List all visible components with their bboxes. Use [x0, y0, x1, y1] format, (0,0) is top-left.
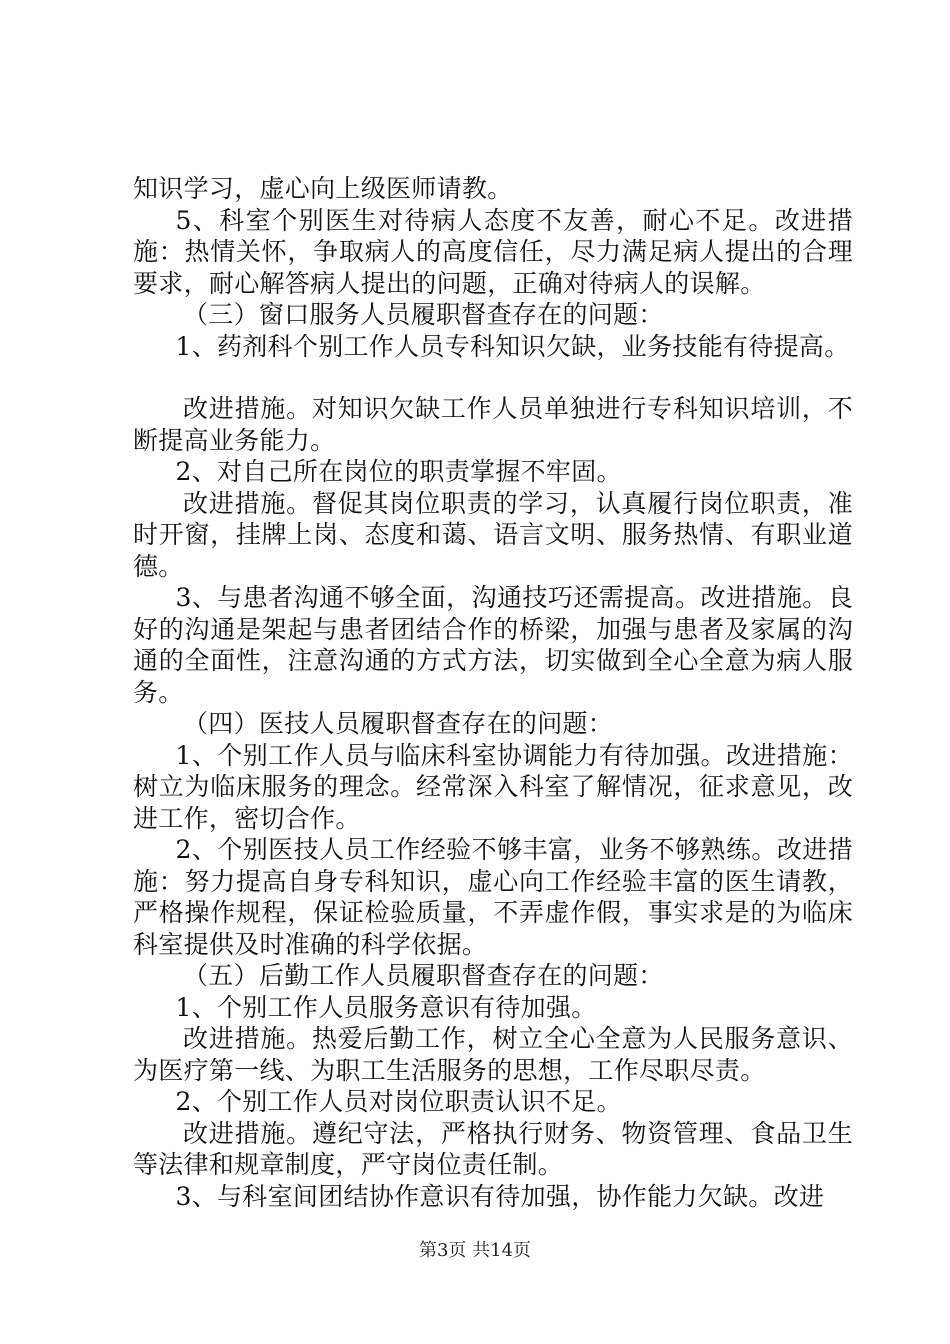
paragraph: 5、科室个别医生对待病人态度不友善，耐心不足。改进措施：热情关怀，争取病人的高度信任，尽力满足病人提出的合理要求，耐心解答病人提出的问题，正确对待病人的误解。: [133, 205, 853, 298]
section-heading: （四）医技人员履职督查存在的问题：: [183, 709, 614, 738]
section-heading: （三）窗口服务人员履职督查存在的问题：: [183, 300, 664, 329]
paragraph: 改进措施。热爱后勤工作，树立全心全意为人民服务意识、为医疗第一线、为职工生活服务的思想，工作尽职尽责。: [133, 1024, 853, 1085]
paragraph: 1、个别工作人员服务意识有待加强。: [175, 992, 597, 1022]
page-footer: 第3页 共14页: [418, 1240, 532, 1261]
paragraph: 2、对自己所在岗位的职责掌握不牢固。: [175, 457, 622, 486]
paragraph: 改进措施。遵纪守法，严格执行财务、物资管理、食品卫生等法律和规章制度，严守岗位责任制。: [133, 1118, 853, 1179]
paragraph: 1、个别工作人员与临床科室协调能力有待加强。改进措施：树立为临床服务的理念。经常深入科室了解情况，征求意见，改进工作，密切合作。: [133, 740, 853, 833]
paragraph: 3、与患者沟通不够全面，沟通技巧还需提高。改进措施。良好的沟通是架起与患者团结合作的桥梁，加强与患者及家属的沟通的全面性，注意沟通的方式方法，切实做到全心全意为病人服务。: [133, 583, 853, 707]
paragraph: 3、与科室间团结协作意识有待加强，协作能力欠缺。改进: [175, 1181, 825, 1211]
paragraph: 1、药剂科个别工作人员专科知识欠缺，业务技能有待提高。: [175, 331, 850, 361]
paragraph: 改进措施。对知识欠缺工作人员单独进行专科知识培训，不断提高业务能力。: [133, 394, 853, 455]
paragraph: 2、个别工作人员对岗位职责认识不足。: [175, 1087, 622, 1116]
paragraph: 知识学习，虚心向上级医师请教。: [133, 174, 513, 203]
section-heading: （五）后勤工作人员履职督查存在的问题：: [183, 961, 664, 990]
paragraph: 改进措施。督促其岗位职责的学习，认真履行岗位职责，准时开窗，挂牌上岗、态度和蔼、语言文明、服务热情、有职业道德。: [133, 488, 853, 581]
document-body: [133, 173, 853, 1212]
paragraph: 2、个别医技人员工作经验不够丰富，业务不够熟练。改进措施：努力提高自身专科知识，虚心向工作经验丰富的医生请教，严格操作规程，保证检验质量，不弄虚作假，事实求是的为临床科室提供及时准确的科学依据。: [133, 835, 853, 959]
